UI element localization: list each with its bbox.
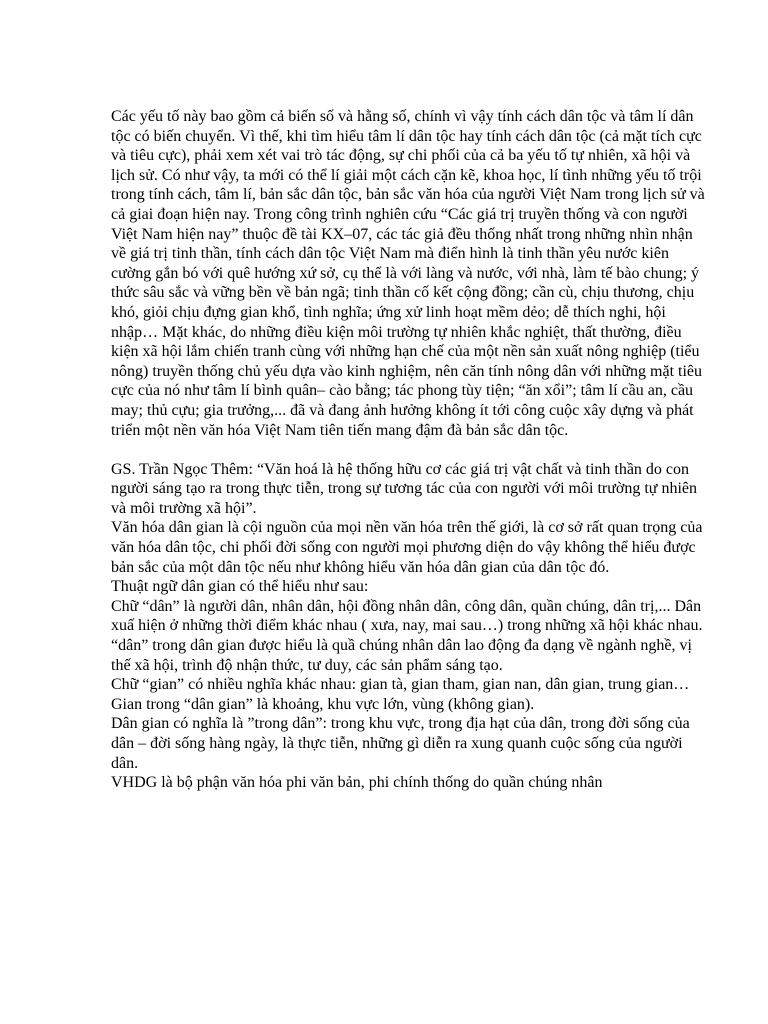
paragraph-dan-meaning: Chữ “dân” là người dân, nhân dân, hội đồng nhân dân, công dân, quần chúng, dân trị,... Dân xuấ hiện ở những thời điểm khác nhau ( xưa, nay, mai sau…) trong những xã hội khác nhau. <box>111 597 703 635</box>
paragraph-term-intro: Thuật ngữ dân gian có thể hiểu như sau: <box>111 578 369 596</box>
paragraph-folk-culture-origin: Văn hóa dân gian là cội nguồn của mọi nền văn hóa trên thế giới, là cơ sở rất quan trọng của văn hóa dân tộc, chi phối đời sống con người mọi phương diện do vậy không thể hiểu được bản sắc của một dân tộc nếu như không hiểu văn hóa dân gian của dân tộc đó. <box>111 519 703 576</box>
paragraph-vhdg-definition: VHDG là bộ phận văn hóa phi văn bản, phi chính thống do quần chúng nhân <box>111 774 603 792</box>
paragraph-dan-in-folk: “dân” trong dân gian được hiểu là quầ chúng nhân dân lao động đa dạng về ngành nghề, vị thế xã hội, trình độ nhận thức, tư duy, các sản phẩm sáng tạo. <box>111 637 692 674</box>
paragraph-national-character: Các yếu tố này bao gồm cả biến số và hằng số, chính vì vậy tính cách dân tộc và tâm lí dân tộc có biến chuyển. Vì thế, khi tìm hiểu tâm lí dân tộc hay tính cách dân tộc (cả mặt tích cực và tiêu cực), phải xem xét vai trò tác động, sự chi phối của cả ba yếu tố tự nhiên, xã hội và lịch sử. Có như vậy, ta mới có thể lí giải một cách cặn kẽ, khoa học, lí tình những yếu tố trội trong tính cách, tâm lí, bản sắc dân tộc, bản sắc văn hóa của người Việt Nam trong lịch sử và cả giai đoạn hiện nay. Trong công trình nghiên cứu “Các giá trị truyền thống và con người Việt Nam hiện nay” thuộc đề tài KX–07, các tác giả đều thống nhất trong những nhìn nhận về giá trị tinh thần, tính cách dân tộc Việt Nam mà điển hình là tinh thần yêu nước kiên cường gắn bó với quê hướng xứ sở, cụ thể là với làng và nước, với nhà, làm tế bào chung; ý thức sâu sắc và vững bền về bản ngã; tinh thần cố kết cộng đồng; cần cù, chịu thương, chịu khó, giỏi chịu đựng gian khổ, tình nghĩa; ứng xử linh hoạt mềm dẻo; dễ thích nghi, hội nhập… Mặt khác, do những điều kiện môi trường tự nhiên khắc nghiệt, thất thường, điều kiện xã hội lắm chiến tranh cùng với những hạn chế của một nền sản xuất nông nghiệp (tiểu nông) truyền thống chủ yếu dựa vào kinh nghiệm, nên căn tính nông dân với những mặt tiêu cực của nó như tâm lí bình quân– cào bằng; tác phong tùy tiện; “ăn xổi”; tâm lí cầu an, cầu may; thủ cựu; gia trưởng,... đã và đang ảnh hưởng không ít tới công cuộc xây dựng và phát triển một nền văn hóa Việt Nam tiên tiến mang đậm đà bản sắc dân tộc. <box>111 108 705 439</box>
paragraph-folk-in-people: Dân gian có nghĩa là ”trong dân”: trong khu vực, trong địa hạt của dân, trong đời sống của dân – đời sống hàng ngày, là thực tiễn, những gì diễn ra xung quanh cuộc sống của người dân. <box>111 715 690 772</box>
document-page <box>111 107 711 793</box>
paragraph-culture-definition: GS. Trần Ngọc Thêm: “Văn hoá là hệ thống hữu cơ các giá trị vật chất và tinh thần do con người sáng tạo ra trong thực tiễn, trong sự tương tác của con người với môi trường tự nhiên và môi trường xã hội”. <box>111 460 698 517</box>
paragraph-gian-in-folk: Gian trong “dân gian” là khoảng, khu vực lớn, vùng (không gian). <box>111 695 535 713</box>
paragraph-spacer <box>111 440 711 460</box>
paragraph-gian-meaning: Chữ “gian” có nhiều nghĩa khác nhau: gian tà, gian tham, gian nan, dân gian, trung gian… <box>111 676 690 694</box>
